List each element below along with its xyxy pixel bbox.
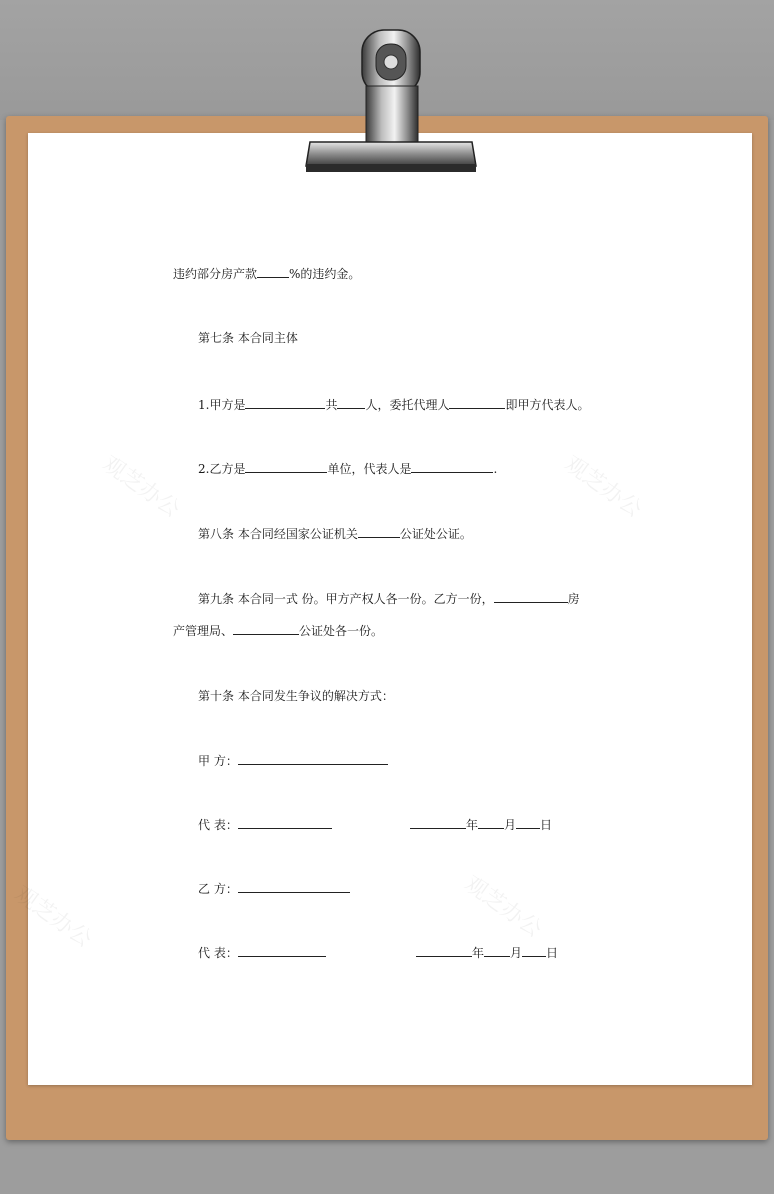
signature-rep-1: 代 表： (198, 816, 332, 833)
watermark: 观芝办公 (459, 871, 547, 943)
blank-field (494, 590, 568, 603)
day-blank (522, 944, 546, 957)
blank-field (449, 396, 505, 409)
blank-field (245, 396, 325, 409)
signature-party-a: 甲 方： (198, 752, 388, 769)
day-blank (516, 816, 540, 829)
blank-field (337, 396, 365, 409)
party-b-line: 2.乙方是 单位，代表人是 . (198, 462, 498, 476)
signature-party-b: 乙 方： (198, 880, 350, 897)
text-line-penalty: 违约部分房产款 %的违约金。 (173, 267, 361, 281)
blank-field (411, 460, 493, 473)
year-blank (410, 816, 466, 829)
month-blank (484, 944, 510, 957)
blank-field (257, 265, 289, 278)
article-8-line: 第八条 本合同经国家公证机关 公证处公证。 (198, 527, 472, 541)
signature-blank (238, 944, 326, 957)
article-7-title: 第七条 本合同主体 (198, 331, 298, 345)
signature-blank (238, 752, 388, 765)
blank-field (245, 460, 327, 473)
signature-blank (238, 880, 350, 893)
watermark: 观芝办公 (97, 451, 185, 523)
watermark: 观芝办公 (9, 881, 97, 953)
article-9-line: 第九条 本合同一式 份。甲方产权人各一份。乙方一份， 房 (198, 592, 580, 606)
paper-sheet (28, 133, 752, 1085)
signature-rep-2: 代 表： (198, 944, 326, 961)
month-blank (478, 816, 504, 829)
article-10-title: 第十条 本合同发生争议的解决方式： (198, 689, 394, 703)
binder-clip-icon (296, 26, 486, 186)
date-line-2: 年 月 日 (416, 944, 558, 961)
date-line-1: 年 月 日 (410, 816, 552, 833)
signature-blank (238, 816, 332, 829)
blank-field (233, 622, 299, 635)
party-a-line: 1.甲方是 共 人，委托代理人 即甲方代表人。 (198, 398, 590, 412)
watermark: 观芝办公 (559, 451, 647, 523)
article-9-line-cont: 产管理局、 公证处各一份。 (173, 624, 384, 638)
blank-field (358, 525, 400, 538)
year-blank (416, 944, 472, 957)
